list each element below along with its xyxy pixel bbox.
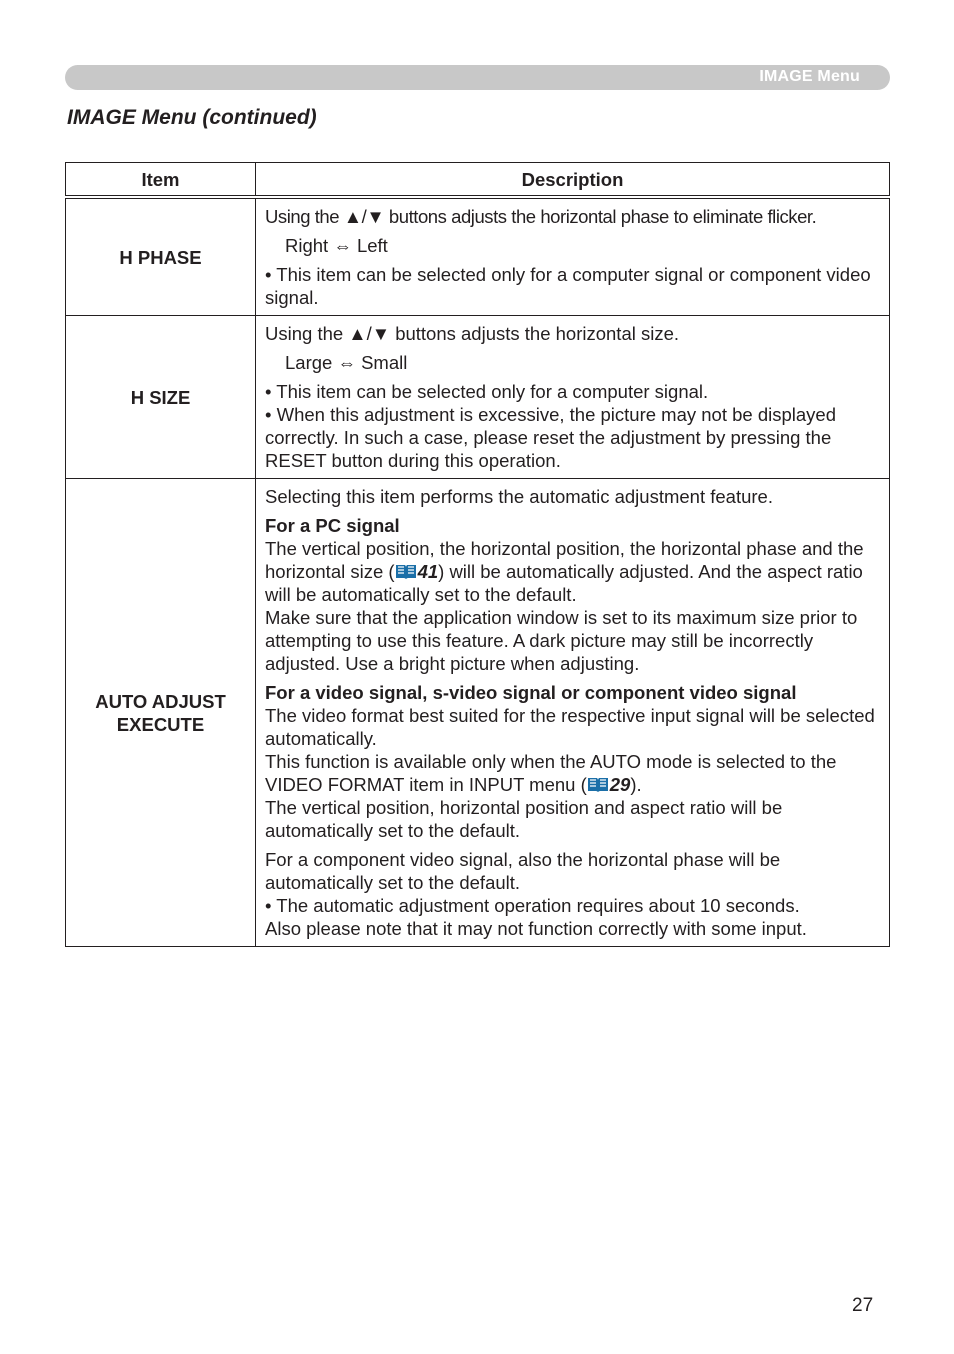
video-signal-text-c: The vertical position, horizontal position and aspect ratio will be automatically set to the default. <box>265 797 783 841</box>
h-phase-arrow: Right ⇔ Left <box>285 235 388 256</box>
table-row-auto-adjust <box>66 479 890 947</box>
item-h-size: H SIZE <box>66 316 256 479</box>
column-header-item: Item <box>66 163 256 198</box>
header-bar <box>65 65 890 90</box>
item-h-phase: H PHASE <box>66 197 256 316</box>
book-icon <box>395 563 417 580</box>
pc-signal-text-a: The vertical position, the horizontal position, the horizontal phase and the horizontal size ( <box>265 538 864 582</box>
description-h-phase <box>256 197 890 316</box>
header-label: IMAGE Menu <box>759 68 860 85</box>
h-phase-note: • This item can be selected only for a computer signal or component video signal. <box>265 264 871 308</box>
component-signal-text: For a component video signal, also the horizontal phase will be automatically set to the default. <box>265 849 781 893</box>
pc-signal-text-c: Make sure that the application window is set to its maximum size prior to attempting to use this feature. A dark picture may still be incorrectly adjusted. Use a bright picture when adjusting. <box>265 607 858 674</box>
pc-signal-heading: For a PC signal <box>265 515 400 536</box>
h-size-arrow: Large ⇔ Small <box>285 352 408 373</box>
video-signal-text-a: The video format best suited for the respective input signal will be selected automatically. <box>265 705 875 749</box>
description-auto-adjust <box>256 479 890 947</box>
pc-reference-link[interactable] <box>395 561 439 582</box>
page-number: 27 <box>852 1295 874 1316</box>
item-auto-adjust-line-1: AUTO ADJUST <box>95 690 226 712</box>
item-auto-adjust <box>66 479 256 947</box>
image-menu-table <box>65 162 890 947</box>
auto-adjust-note-1: • The automatic adjustment operation requires about 10 seconds. <box>265 895 800 916</box>
h-size-note-2: • When this adjustment is excessive, the picture may not be displayed correctly. In such a case, please reset the adjustment by pressing the RESET button during this operation. <box>265 404 837 471</box>
video-reference-page: 29 <box>609 774 631 795</box>
table-row-h-size <box>66 316 890 479</box>
item-auto-adjust-line-2: EXECUTE <box>116 713 205 735</box>
pc-signal-text-b: ) will be automatically adjusted. And the aspect ratio will be automatically set to the default. <box>265 561 863 605</box>
auto-adjust-note-2: Also please note that it may not function correctly with some input. <box>265 918 807 939</box>
table-header-row <box>66 163 890 198</box>
video-signal-text-b-start: This function is available only when the AUTO mode is selected to the VIDEO FORMAT item in INPUT menu ( <box>265 751 837 795</box>
video-reference-link[interactable] <box>587 774 631 795</box>
video-signal-text-b <box>265 750 881 796</box>
description-h-size <box>256 316 890 479</box>
video-signal-text-b-end: ). <box>630 774 642 795</box>
column-header-description: Description <box>256 163 890 198</box>
auto-adjust-intro: Selecting this item performs the automatic adjustment feature. <box>265 486 773 507</box>
h-size-note-1: • This item can be selected only for a computer signal. <box>265 381 709 402</box>
table-row-h-phase <box>66 197 890 316</box>
pc-signal-text <box>265 537 881 606</box>
book-icon <box>587 776 609 793</box>
pc-reference-page: 41 <box>417 561 439 582</box>
h-phase-line: Using the ▲/▼ buttons adjusts the horizontal phase to eliminate flicker. <box>265 206 817 227</box>
section-title: IMAGE Menu (continued) <box>67 106 317 129</box>
h-size-line: Using the ▲/▼ buttons adjusts the horizontal size. <box>265 323 680 344</box>
video-signal-heading: For a video signal, s-video signal or component video signal <box>265 682 797 703</box>
